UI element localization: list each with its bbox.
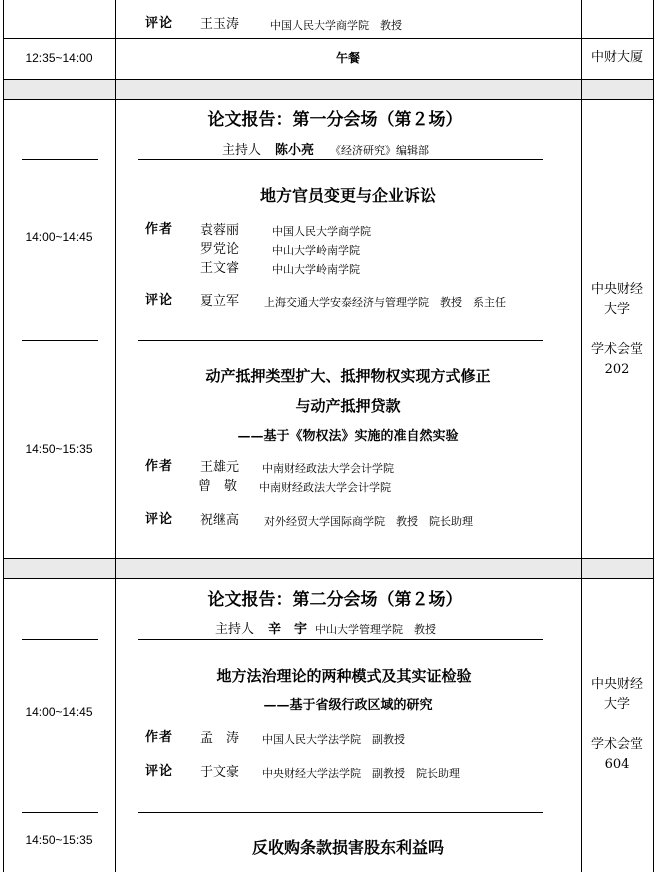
author-affiliation: 中山大学岭南学院 xyxy=(272,263,360,276)
paper-title: 地方官员变更与企业诉讼 xyxy=(259,186,437,205)
chair-name: 辛 宇 xyxy=(268,622,308,637)
lunch-time: 12:35~14:00 xyxy=(25,51,93,65)
paper-time: 14:00~14:45 xyxy=(25,230,93,244)
time-divider xyxy=(22,340,98,341)
discussant-label: 评论 xyxy=(145,512,174,527)
lunch-label: 午餐 xyxy=(335,51,361,65)
author-label: 作者 xyxy=(145,459,174,474)
column-divider xyxy=(115,0,116,872)
author-name: 罗党论 xyxy=(200,242,240,257)
row-line xyxy=(3,79,654,80)
discussant-name: 于文豪 xyxy=(200,765,240,780)
paper-title: 地方法治理论的两种模式及其实证检验 xyxy=(216,667,472,685)
chair-label: 主持人 xyxy=(222,143,262,158)
separator-row xyxy=(3,80,653,99)
discussant-name: 王玉涛 xyxy=(200,17,240,32)
row-line xyxy=(3,38,654,39)
author-affiliation: 中山大学岭南学院 xyxy=(272,244,360,257)
author-name: 王雄元 xyxy=(200,460,240,475)
author-affiliation: 中南财经政法大学会计学院 xyxy=(259,481,391,494)
time-divider xyxy=(22,639,98,640)
author-name: 孟 涛 xyxy=(200,731,240,746)
content-divider xyxy=(138,159,543,160)
author-name: 曾 敬 xyxy=(198,479,238,494)
author-affiliation: 中南财经政法大学会计学院 xyxy=(262,462,394,475)
table-border-left xyxy=(3,0,4,872)
session-title: 论文报告：第二分会场（第２场） xyxy=(207,590,463,610)
table-border-right xyxy=(653,0,654,872)
discussant-name: 祝继高 xyxy=(200,513,240,528)
paper-title-line2: 与动产抵押贷款 xyxy=(295,397,401,415)
venue-line: 中央财经 xyxy=(590,282,644,297)
discussant-affiliation: 对外经贸大学国际商学院 教授 院长助理 xyxy=(264,515,473,528)
discussant-label: 评论 xyxy=(145,764,174,779)
venue-room: 202 xyxy=(604,362,630,377)
paper-subtitle: ——基于《物权法》实施的准自然实验 xyxy=(237,429,459,444)
venue-line: 大学 xyxy=(603,697,631,712)
author-name: 王文睿 xyxy=(200,261,240,276)
paper-title-line1: 动产抵押类型扩大、抵押物权实现方式修正 xyxy=(205,367,491,385)
content-divider xyxy=(138,812,543,813)
chair-affiliation: 《经济研究》编辑部 xyxy=(330,144,429,157)
time-divider xyxy=(22,812,98,813)
paper-subtitle: ——基于省级行政区域的研究 xyxy=(263,698,433,713)
chair-affiliation: 中山大学管理学院 教授 xyxy=(315,623,436,636)
paper-title: 反收购条款损害股东利益吗 xyxy=(251,838,445,857)
paper-time: 14:00~14:45 xyxy=(25,705,93,719)
content-divider xyxy=(138,639,543,640)
separator-row xyxy=(3,559,653,578)
discussant-label: 评论 xyxy=(145,16,174,31)
chair-name: 陈小亮 xyxy=(275,143,315,158)
author-affiliation: 中国人民大学法学院 副教授 xyxy=(262,733,405,746)
time-divider xyxy=(22,159,98,160)
venue-line: 学术会堂 xyxy=(590,342,644,357)
lunch-venue: 中财大厦 xyxy=(590,50,644,65)
row-line xyxy=(3,578,654,579)
content-divider xyxy=(138,340,543,341)
author-affiliation: 中国人民大学商学院 xyxy=(272,225,371,238)
discussant-affiliation: 上海交通大学安泰经济与管理学院 教授 系主任 xyxy=(264,296,506,309)
venue-line: 大学 xyxy=(603,302,631,317)
discussant-affiliation: 中国人民大学商学院 教授 xyxy=(270,19,402,32)
row-line xyxy=(3,99,654,100)
venue-room: 604 xyxy=(604,757,630,772)
column-divider xyxy=(581,0,582,872)
author-label: 作者 xyxy=(145,730,174,745)
author-label: 作者 xyxy=(145,222,174,237)
venue-line: 中央财经 xyxy=(590,677,644,692)
session-title: 论文报告：第一分会场（第２场） xyxy=(207,110,463,130)
chair-label: 主持人 xyxy=(215,622,255,637)
row-line xyxy=(3,558,654,559)
discussant-affiliation: 中央财经大学法学院 副教授 院长助理 xyxy=(262,767,460,780)
discussant-name: 夏立军 xyxy=(200,294,240,309)
discussant-label: 评论 xyxy=(145,293,174,308)
author-name: 袁蓉丽 xyxy=(200,223,240,238)
venue-line: 学术会堂 xyxy=(590,737,644,752)
paper-time: 14:50~15:35 xyxy=(25,442,93,456)
paper-time: 14:50~15:35 xyxy=(25,833,93,847)
